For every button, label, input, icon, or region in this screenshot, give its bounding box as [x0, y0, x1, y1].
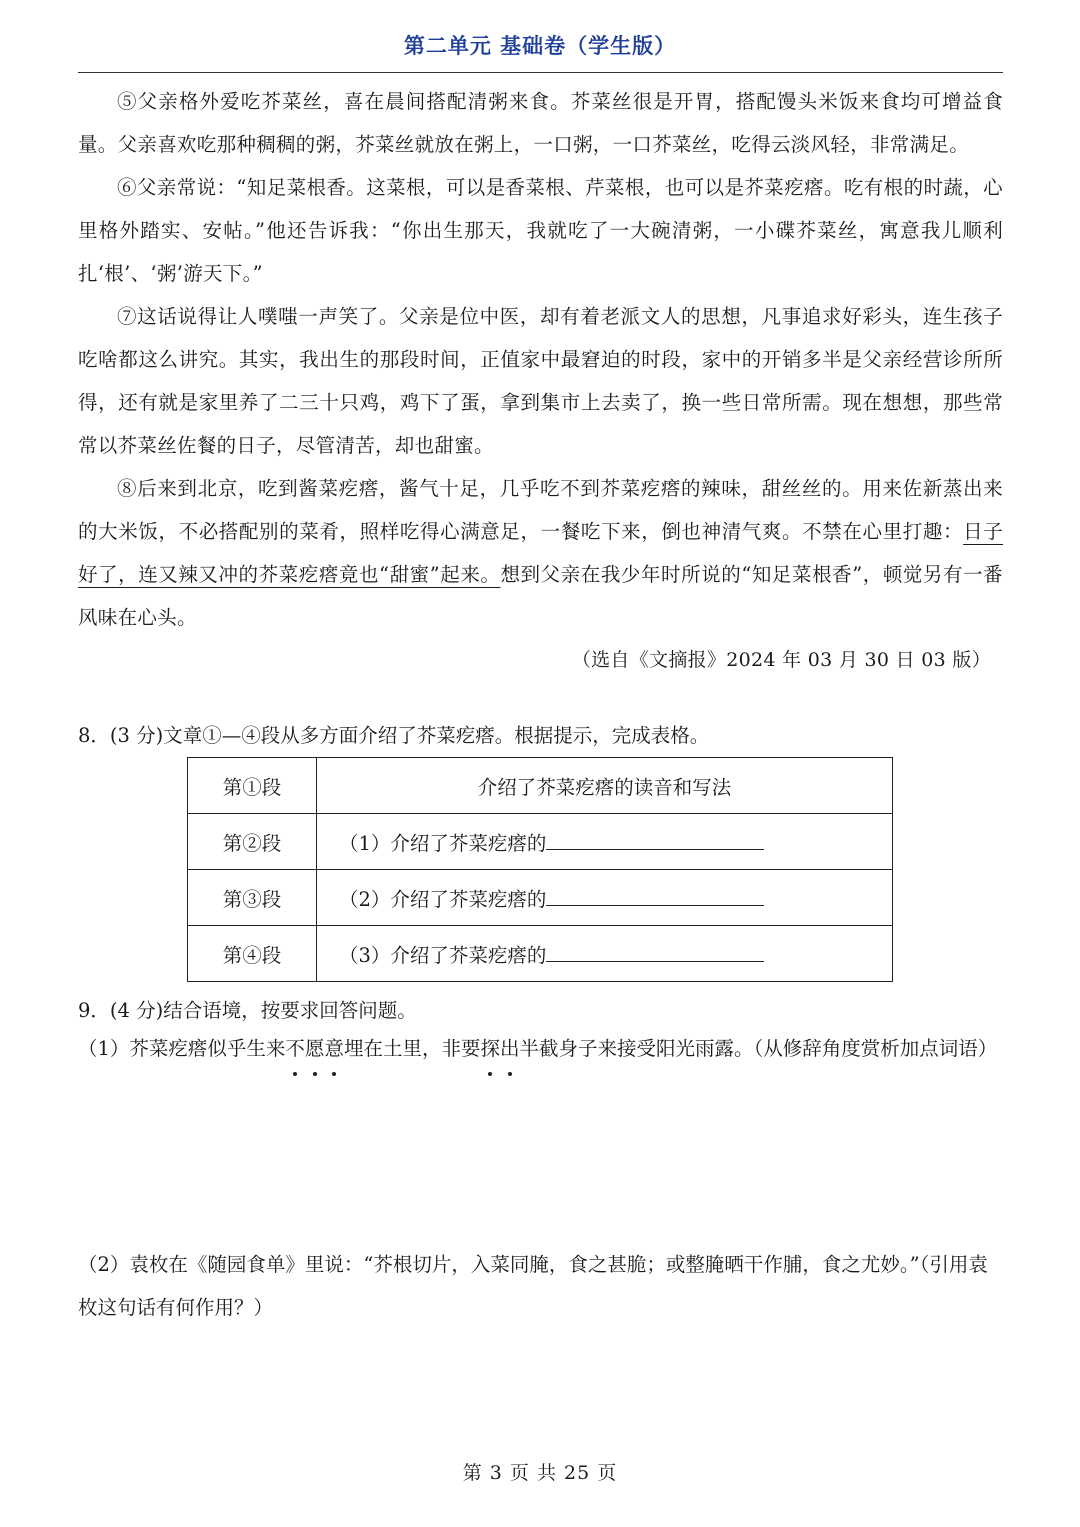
answer-blank-2[interactable] [546, 885, 764, 906]
question-9-sub-2: （2）袁枚在《随园食单》里说：“芥根切片，入菜同腌，食之甚脆；或整腌晒干作脯，食之尤妙。”（引用袁枚这句话有何作用？） [78, 1253, 988, 1319]
paragraph-8 [78, 467, 1003, 639]
paragraph-6: ⑥父亲常说：“知足菜根香。这菜根，可以是香菜根、芹菜根，也可以是芥菜疙瘩。吃有根的时蔬，心里格外踏实、安帖。”他还告诉我：“你出生那天，我就吃了一大碗清粥，一小碟芥菜丝，寓意我儿顺利扎‘根’、‘粥’游天下。” [78, 176, 1003, 285]
table-cell-content [317, 926, 893, 982]
emphasis-char: 探 [480, 1027, 500, 1070]
q9-sub1-text-c: 半截身子来接受阳光雨露。（从修辞角度赏析加点词语） [519, 1037, 998, 1060]
emphasis-char: 不 [285, 1027, 305, 1070]
emphasis-char: 出 [500, 1027, 520, 1070]
table-cell-paragraph: 第①段 [188, 758, 317, 814]
table-row [188, 758, 893, 814]
table-row [188, 870, 893, 926]
paragraph-5: ⑤父亲格外爱吃芥菜丝，喜在晨间搭配清粥来食。芥菜丝很是开胃，搭配馒头米饭来食均可增益食量。父亲喜欢吃那种稠稠的粥，芥菜丝就放在粥上，一口粥，一口芥菜丝，吃得云淡风轻，非常满足。 [78, 90, 1003, 156]
answer-prompt-2: （2）介绍了芥菜疙瘩的 [339, 887, 547, 911]
table-row [188, 926, 893, 982]
underlined-sentence: 日子好了，连又辣又冲的芥菜疙瘩竟也“甜蜜”起来。 [78, 520, 1003, 586]
table-cell-paragraph: 第④段 [188, 926, 317, 982]
q9-sub1-text-a: （1）芥菜疙瘩似乎生来 [78, 1037, 286, 1060]
article-source: （选自《文摘报》2024 年 03 月 30 日 03 版） [571, 649, 991, 671]
header-divider [78, 72, 1003, 73]
question-8-table [187, 757, 893, 982]
page-number: 第 3 页 共 25 页 [462, 1462, 618, 1484]
answer-prompt-1: （1）介绍了芥菜疙瘩的 [339, 831, 547, 855]
question-9-sub-1 [78, 1027, 1003, 1070]
table-cell-paragraph: 第③段 [188, 870, 317, 926]
article-body [78, 80, 1003, 682]
answer-blank-3[interactable] [546, 941, 764, 962]
question-9-prompt: 9．(4 分)结合语境，按要求回答问题。 [78, 999, 417, 1022]
table-row [188, 814, 893, 870]
table-cell-paragraph: 第②段 [188, 814, 317, 870]
emphasis-char: 意 [324, 1027, 344, 1070]
question-8-prompt: 8．(3 分)文章①—④段从多方面介绍了芥菜疙瘩。根据提示，完成表格。 [78, 724, 710, 747]
q9-sub1-text-b: 埋在土里，非要 [343, 1037, 481, 1060]
page-header-title: 第二单元 基础卷（学生版） [403, 34, 677, 58]
dotted-word-tanchu [480, 1037, 519, 1060]
answer-blank-1[interactable] [546, 829, 764, 850]
table-cell-content [317, 814, 893, 870]
table-cell-content: 介绍了芥菜疙瘩的读音和写法 [317, 758, 893, 814]
emphasis-char: 愿 [305, 1027, 325, 1070]
paragraph-8-text-a: ⑧后来到北京，吃到酱菜疙瘩，酱气十足，几乎吃不到芥菜疙瘩的辣味，甜丝丝的。用来佐新蒸出来的大米饭，不必搭配别的菜肴，照样吃得心满意足，一餐吃下来，倒也神清气爽。不禁在心里打趣： [78, 477, 1003, 543]
paragraph-8-text-b: 想到父亲在我少年时所说的“知足菜根香”，顿觉另有一番风味在心头。 [78, 563, 1003, 629]
paragraph-7: ⑦这话说得让人噗嗤一声笑了。父亲是位中医，却有着老派文人的思想，凡事追求好彩头，连生孩子吃啥都这么讲究。其实，我出生的那段时间，正值家中最窘迫的时段，家中的开销多半是父亲经营诊所所得，还有就是家里养了二三十只鸡，鸡下了蛋，拿到集市上去卖了，换一些日常所需。现在想想，那些常常以芥菜丝佐餐的日子，尽管清苦，却也甜蜜。 [78, 305, 1003, 457]
dotted-word-buyuanyi [285, 1037, 344, 1060]
answer-prompt-3: （3）介绍了芥菜疙瘩的 [339, 943, 547, 967]
table-cell-content [317, 870, 893, 926]
